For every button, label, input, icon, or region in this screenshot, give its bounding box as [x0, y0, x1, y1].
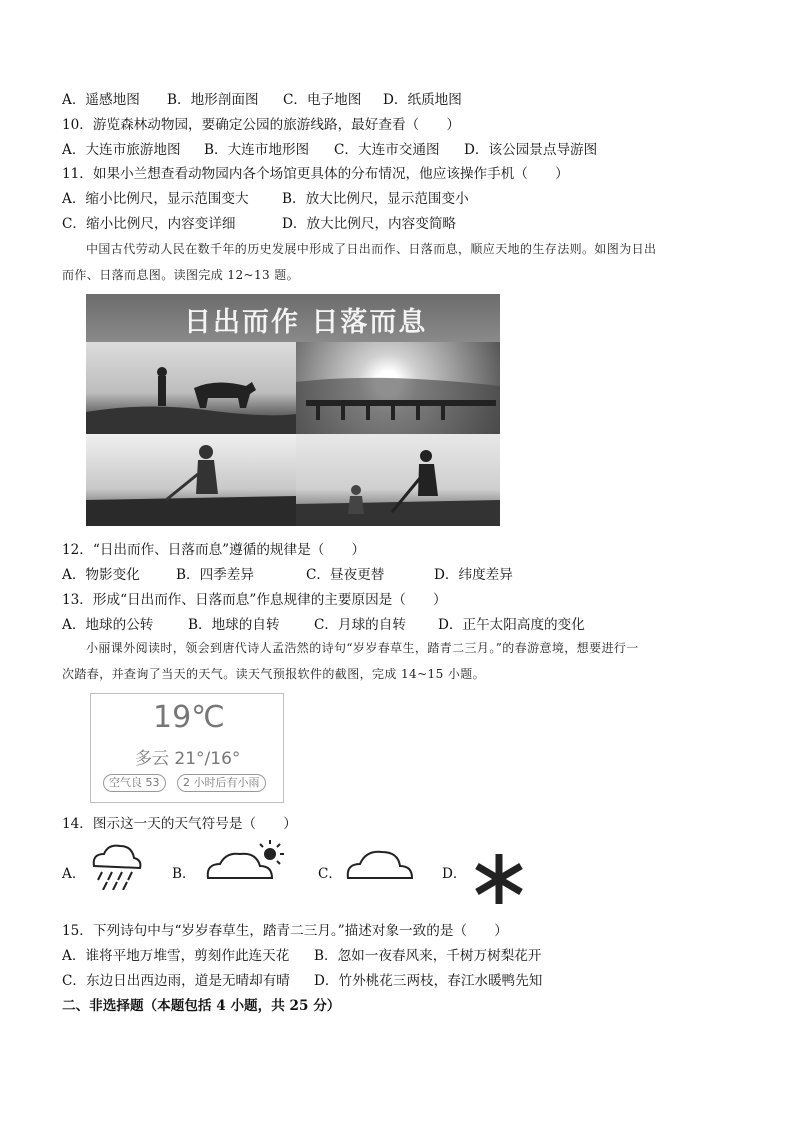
q11-option-c: C．缩小比例尺，内容变详细: [62, 216, 236, 232]
q15-stem: 15．下列诗句中与“岁岁春草生，踏青二三月。”描述对象一致的是（ ）: [62, 923, 508, 939]
q10-option-b: B．大连市地形图: [204, 142, 310, 158]
q12-options: [62, 565, 513, 585]
q15-option-b: B．忽如一夜春风来，千树万树梨花开: [314, 948, 542, 964]
q11-options-row2: [62, 214, 456, 234]
q9-option-b: B．地形剖面图: [167, 92, 259, 108]
photo-banner-text: 日出而作 日落而息: [184, 307, 428, 338]
weather-temperature: 19℃: [153, 700, 225, 735]
weather-app-card: [90, 693, 284, 803]
q14-stem: 14．图示这一天的天气符号是（ ）: [62, 816, 297, 832]
q10-option-c: C．大连市交通图: [334, 142, 440, 158]
q10-options: [62, 140, 597, 160]
q14-label-b: B．: [172, 866, 196, 882]
rain-forecast-badge: 2 小时后有小雨: [177, 774, 266, 792]
intro-12-13-line2: 而作、日落而息图。读图完成 12~13 题。: [62, 268, 300, 282]
q15-option-d: D．竹外桃花三两枝，春江水暖鸭先知: [314, 973, 543, 989]
q12-option-c: C．昼夜更替: [306, 567, 385, 583]
intro-12-13-line1: 中国古代劳动人民在数千年的历史发展中形成了日出而作、日落而息，顺应天地的生存法则。如图为日出: [86, 242, 657, 256]
photo-workers-right: [296, 434, 500, 526]
sunrise-sunset-photo: [86, 294, 500, 526]
bridge-silhouette: [296, 342, 500, 434]
q11-option-d: D．放大比例尺，内容变简略: [282, 216, 457, 232]
q15-options-row2: [62, 971, 542, 991]
q12-stem: 12．“日出而作、日落而息”遵循的规律是（ ）: [62, 542, 366, 558]
q13-option-d: D．正午太阳高度的变化: [438, 617, 585, 633]
q13-option-c: C．月球的自转: [314, 617, 406, 633]
q9-options: [62, 90, 462, 110]
q12-option-a: A．物影变化: [62, 567, 140, 583]
q11-option-a: A．缩小比例尺，显示范围变大: [62, 191, 249, 207]
cloudy-icon: [344, 842, 414, 882]
intro-14-15-line2: 次踏春，并查询了当天的天气。读天气预报软件的截图，完成 14~15 小题。: [62, 667, 486, 681]
photo-banner: [86, 294, 500, 342]
q13-option-b: B．地球的自转: [188, 617, 280, 633]
q9-option-d: D．纸质地图: [383, 92, 462, 108]
q11-stem: 11．如果小兰想查看动物园内各个场馆更具体的分布情况，他应该操作手机（ ）: [62, 166, 569, 182]
q12-option-b: B．四季差异: [176, 567, 254, 583]
q9-option-a: A．遥感地图: [62, 92, 140, 108]
intro-12-13: [62, 236, 732, 288]
weather-condition: 多云 21°/16°: [135, 749, 241, 769]
q14-label-c: C．: [318, 866, 342, 882]
shower-cloud-icon: [88, 840, 144, 890]
intro-14-15-line1: 小丽课外阅读时，领会到唐代诗人孟浩然的诗句“岁岁春草生，踏青二三月。”的春游意境，想要进行一: [86, 641, 639, 655]
q15-options-row1: [62, 946, 542, 966]
photo-workers-left: [86, 434, 296, 526]
air-quality-badge: 空气良 53: [103, 774, 166, 792]
snow-icon: [472, 852, 526, 906]
workers-silhouette-right: [296, 434, 500, 526]
partly-cloudy-icon: [200, 836, 290, 882]
q12-option-d: D．纬度差异: [434, 567, 513, 583]
q15-option-c: C．东边日出西边雨，道是无晴却有晴: [62, 973, 290, 989]
q13-stem: 13．形成“日出而作、日落而息”作息规律的主要原因是（ ）: [62, 592, 447, 608]
q11-option-b: B．放大比例尺，显示范围变小: [282, 191, 469, 207]
section-2-heading: 二、非选择题（本题包括 4 小题，共 25 分）: [62, 998, 341, 1014]
q13-option-a: A．地球的公转: [62, 617, 154, 633]
photo-farmer-ox: [86, 342, 296, 434]
q11-options-row1: [62, 189, 469, 209]
workers-silhouette-left: [86, 434, 296, 526]
q10-option-d: D．该公园景点导游图: [464, 142, 598, 158]
q10-stem: 10．游览森林动物园，要确定公园的旅游线路，最好查看（ ）: [62, 117, 460, 133]
q15-option-a: A．谁将平地万堆雪，剪刻作此连天花: [62, 948, 290, 964]
q13-options: [62, 615, 585, 635]
q14-label-d: D．: [442, 866, 467, 882]
q9-option-c: C．电子地图: [283, 92, 362, 108]
farmer-ox-silhouette: [86, 342, 296, 434]
photo-sunset-bridge: [296, 342, 500, 434]
intro-14-15: [62, 635, 732, 687]
q14-label-a: A．: [62, 866, 86, 882]
q10-option-a: A．大连市旅游地图: [62, 142, 181, 158]
